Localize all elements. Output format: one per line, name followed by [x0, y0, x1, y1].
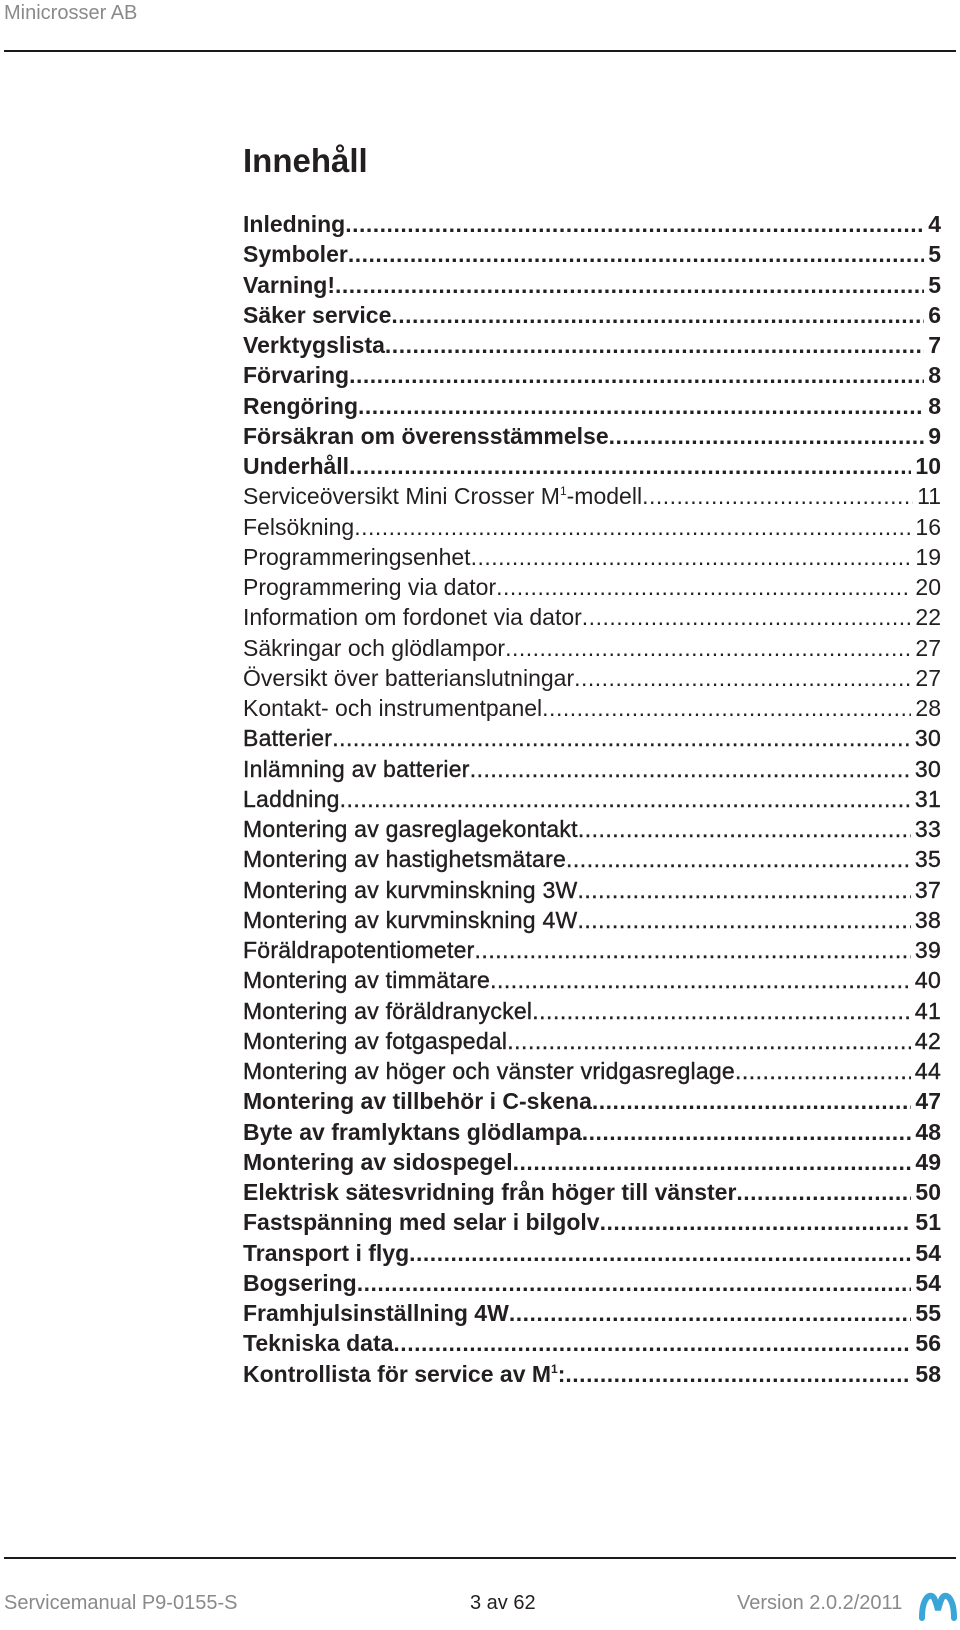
minicrosser-logo-icon [918, 1584, 958, 1624]
toc-dot-leader [505, 633, 911, 663]
toc-entry-label: Inledning [243, 211, 346, 237]
toc-entry[interactable] [243, 844, 941, 874]
toc-entry[interactable] [243, 905, 941, 935]
toc-entry-label: Inlämning av batterier [243, 755, 470, 782]
toc-dot-leader [358, 391, 924, 421]
toc-entry[interactable] [243, 542, 941, 572]
toc-entry[interactable] [243, 1086, 941, 1116]
toc-entry-label: Programmeringsenhet [243, 543, 471, 570]
toc-entry-label: Serviceöversikt Mini Crosser $M^1$-modell [243, 483, 643, 510]
toc-entry-page: 19 [915, 543, 941, 570]
toc-entry-page: 54 [915, 1269, 941, 1296]
toc-dot-leader [736, 1177, 911, 1207]
toc-dot-leader [592, 1086, 912, 1116]
toc-entry-label: Information om fordonet via dator [243, 604, 582, 631]
toc-entry-label: Säker service [243, 301, 392, 328]
toc-entry-superscript: 1 [551, 1361, 558, 1376]
toc-entry-page: 49 [915, 1148, 941, 1175]
toc-entry[interactable] [243, 239, 941, 269]
toc-entry[interactable] [243, 663, 941, 693]
toc-entry-page: 48 [915, 1118, 941, 1145]
toc-entry-page: 54 [915, 1239, 941, 1266]
toc-dot-leader [354, 512, 911, 542]
toc-dot-leader [577, 875, 910, 905]
toc-entry-label: Kontakt- och instrumentpanel [243, 695, 543, 721]
toc-entry[interactable] [243, 360, 941, 390]
toc-entry-label: Elektrisk sätesvridning från höger till vänster [243, 1179, 737, 1205]
footer-manual-id: Servicemanual P9-0155-S [4, 1592, 238, 1614]
toc-entry-label: Montering av fotgaspedal [243, 1027, 508, 1054]
toc-entry[interactable] [243, 633, 941, 663]
toc-entry[interactable] [243, 1147, 941, 1177]
toc-entry-label: Byte av framlyktans glödlampa [243, 1118, 582, 1145]
toc-entry-label: Montering av timmätare [243, 967, 491, 994]
toc-entry[interactable] [243, 330, 941, 360]
toc-entry-page: 27 [915, 664, 941, 691]
toc-entry-label: Laddning [243, 785, 340, 812]
toc-entry[interactable] [243, 391, 941, 421]
toc-dot-leader [471, 542, 912, 572]
toc-entry-label: Tekniska data [243, 1330, 394, 1357]
table-of-contents [243, 209, 941, 1389]
toc-dot-leader [582, 602, 912, 632]
toc-dot-leader [393, 1328, 911, 1358]
toc-entry[interactable] [243, 935, 941, 965]
toc-dot-leader [345, 209, 924, 239]
toc-entry[interactable] [243, 512, 941, 542]
toc-entry-page: 5 [928, 271, 941, 298]
toc-entry-label: Förvaring [243, 362, 350, 389]
toc-entry-label: Montering av sidospegel [243, 1148, 513, 1175]
toc-entry-page: 28 [915, 695, 941, 721]
toc-entry-page: 31 [914, 785, 941, 812]
toc-dot-leader [577, 905, 910, 935]
footer-page-number: 3 av 62 [470, 1592, 536, 1614]
toc-entry-label: Montering av gasreglagekontakt [243, 816, 578, 842]
toc-entry-page: 10 [915, 453, 941, 479]
toc-entry-label: Montering av föräldranyckel [243, 997, 533, 1024]
toc-entry-page: 38 [914, 906, 941, 933]
toc-entry-page: 8 [928, 362, 941, 389]
toc-dot-leader [642, 481, 913, 511]
toc-entry[interactable] [243, 481, 941, 511]
toc-entry-page: 41 [914, 997, 941, 1024]
toc-entry[interactable] [243, 1359, 941, 1389]
toc-entry[interactable] [243, 1026, 941, 1056]
toc-dot-leader [566, 844, 911, 874]
toc-dot-leader [340, 784, 911, 814]
toc-dot-leader [532, 996, 911, 1026]
toc-entry-page: 20 [915, 574, 941, 600]
toc-entry-label: Felsökning [243, 513, 355, 540]
toc-entry-label: Översikt över batterianslutningar [243, 664, 575, 691]
toc-dot-leader [542, 693, 911, 723]
toc-entry[interactable] [243, 451, 941, 481]
toc-dot-leader [600, 1207, 912, 1237]
toc-entry-page: 16 [915, 513, 941, 540]
toc-entry-page: 8 [928, 392, 941, 419]
toc-dot-leader [609, 421, 925, 451]
toc-entry[interactable] [243, 572, 941, 602]
toc-entry[interactable] [243, 1268, 941, 1298]
toc-entry[interactable] [243, 875, 941, 905]
toc-entry-page: 5 [928, 241, 941, 268]
toc-dot-leader [475, 935, 911, 965]
toc-entry-label: Försäkran om överensstämmelse [243, 422, 609, 449]
toc-entry-page: 11 [917, 483, 941, 510]
footer-divider [4, 1557, 956, 1559]
toc-entry[interactable] [243, 270, 941, 300]
toc-entry-page: 9 [928, 422, 941, 449]
toc-entry-page: 4 [928, 211, 941, 237]
toc-dot-leader [391, 300, 924, 330]
toc-entry[interactable] [243, 996, 941, 1026]
toc-dot-leader [735, 1056, 911, 1086]
toc-entry-page: 50 [915, 1179, 941, 1205]
toc-entry-label: Montering av kurvminskning 3W [243, 876, 578, 903]
toc-entry[interactable] [243, 1056, 941, 1086]
toc-entry-page: 55 [915, 1300, 941, 1326]
header-divider [4, 50, 956, 52]
toc-entry-page: 58 [915, 1360, 941, 1387]
toc-entry[interactable] [243, 1328, 941, 1358]
toc-entry-page: 35 [914, 846, 941, 873]
toc-entry-label: Montering av hastighetsmätare [243, 846, 567, 873]
toc-entry-page: 22 [915, 604, 941, 631]
toc-entry-page: 33 [914, 816, 941, 842]
toc-entry[interactable] [243, 1238, 941, 1268]
toc-entry-page: 27 [915, 634, 941, 661]
toc-dot-leader [565, 1359, 911, 1389]
toc-entry-page: 39 [914, 937, 941, 963]
toc-entry[interactable] [243, 754, 941, 784]
toc-dot-leader [513, 1147, 912, 1177]
toc-entry-label: Batterier [243, 725, 333, 752]
toc-entry[interactable] [243, 602, 941, 632]
toc-entry-page: 6 [928, 301, 941, 328]
toc-dot-leader [496, 572, 911, 602]
header-company-name: Minicrosser AB [4, 2, 138, 24]
toc-entry-page: 44 [914, 1058, 941, 1084]
toc-entry[interactable] [243, 723, 941, 753]
toc-entry[interactable] [243, 1207, 941, 1237]
toc-dot-leader [578, 814, 911, 844]
toc-entry[interactable] [243, 209, 941, 239]
toc-dot-leader [490, 965, 911, 995]
toc-entry-page: 7 [928, 332, 941, 358]
toc-dot-leader [357, 1268, 912, 1298]
toc-dot-leader [409, 1238, 911, 1268]
toc-entry-superscript: 1 [559, 484, 567, 499]
toc-entry[interactable] [243, 965, 941, 995]
toc-entry-label: Framhjulsinställning 4W [243, 1300, 509, 1326]
toc-entry-label: Underhåll [243, 453, 350, 479]
toc-entry-label: Kontrollista för service av $M^1$: [243, 1360, 566, 1387]
toc-entry-label: Rengöring [243, 392, 358, 419]
footer-version: Version 2.0.2/2011 [737, 1592, 903, 1614]
toc-dot-leader [385, 330, 924, 360]
toc-entry-page: 37 [914, 876, 941, 903]
toc-dot-leader [335, 270, 924, 300]
toc-dot-leader [332, 723, 911, 753]
toc-entry-label: Bogsering [243, 1269, 357, 1296]
toc-dot-leader [507, 1026, 911, 1056]
toc-entry[interactable] [243, 693, 941, 723]
toc-entry[interactable] [243, 784, 941, 814]
toc-entry[interactable] [243, 814, 941, 844]
toc-dot-leader [574, 663, 911, 693]
toc-entry-label: Montering av höger och vänster vridgasreglage [243, 1058, 735, 1084]
toc-dot-leader [509, 1298, 912, 1328]
toc-dot-leader [582, 1117, 912, 1147]
toc-entry-page: 42 [914, 1027, 941, 1054]
toc-entry-label: Säkringar och glödlampor [243, 634, 506, 661]
toc-entry-page: 47 [915, 1088, 941, 1115]
toc-entry-label: Verktygslista [243, 332, 385, 358]
toc-entry[interactable] [243, 1177, 941, 1207]
toc-entry-label: Varning! [243, 271, 336, 298]
page-title: Innehåll [243, 142, 368, 179]
toc-entry-label: Fastspänning med selar i bilgolv [243, 1209, 600, 1236]
toc-entry-page: 40 [914, 967, 941, 994]
toc-entry[interactable] [243, 1298, 941, 1328]
toc-entry[interactable] [243, 300, 941, 330]
toc-entry[interactable] [243, 421, 941, 451]
toc-entry-page: 30 [914, 755, 941, 782]
toc-entry-label: Symboler [243, 241, 348, 268]
toc-dot-leader [348, 239, 924, 269]
toc-entry-page: 51 [915, 1209, 941, 1236]
toc-entry-label: Transport i flyg [243, 1239, 410, 1266]
toc-entry-label: Montering av tillbehör i C-skena [243, 1088, 592, 1115]
toc-entry-label: Montering av kurvminskning 4W [243, 906, 578, 933]
toc-entry-page: 30 [914, 725, 941, 752]
toc-dot-leader [349, 360, 924, 390]
toc-entry-page: 56 [915, 1330, 941, 1357]
toc-entry-label: Programmering via dator [243, 574, 497, 600]
toc-entry-label: Föräldrapotentiometer [243, 937, 475, 963]
toc-dot-leader [349, 451, 911, 481]
toc-entry[interactable] [243, 1117, 941, 1147]
toc-dot-leader [470, 754, 911, 784]
